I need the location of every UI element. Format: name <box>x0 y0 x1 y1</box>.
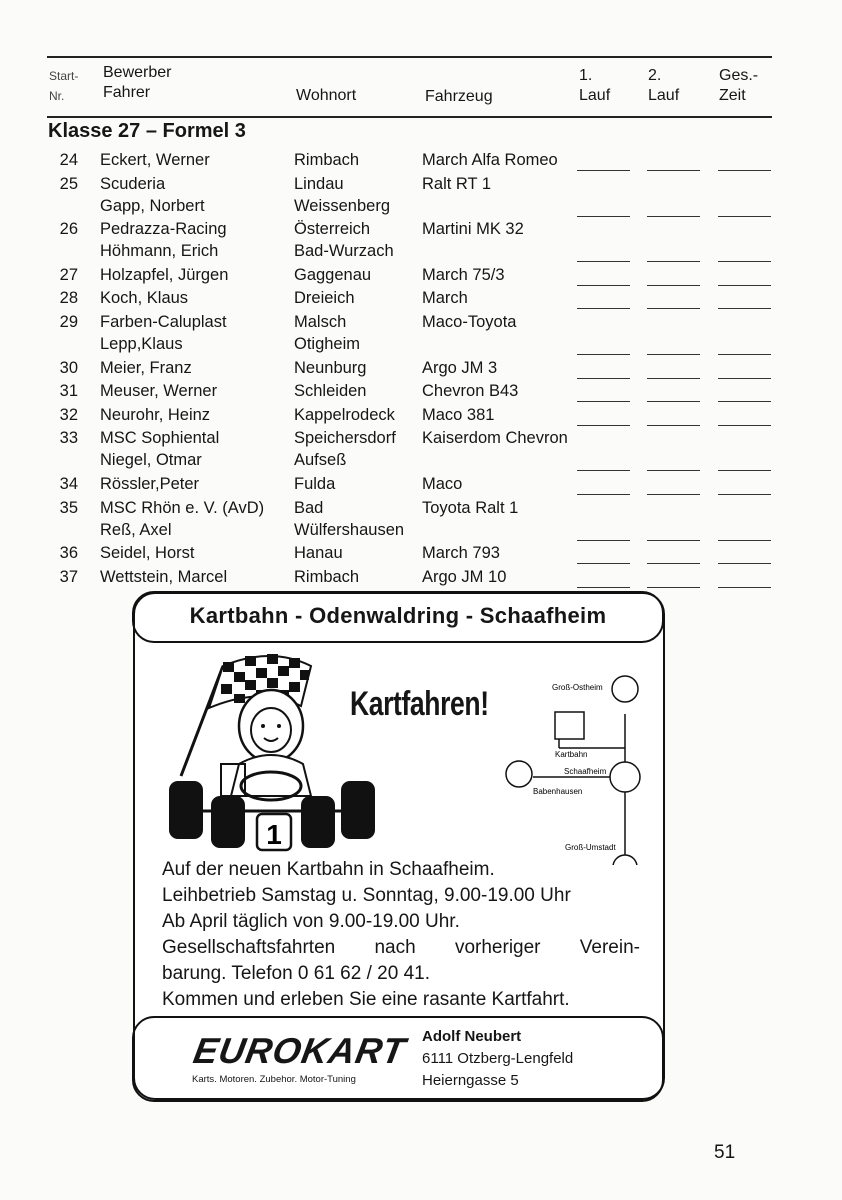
kart-driver-illustration <box>161 646 411 856</box>
lauf1-blank <box>577 261 630 262</box>
hometown: Wülfershausen <box>294 520 405 539</box>
header-gesamtzeit <box>719 66 758 106</box>
header-lauf2-num: 2. <box>648 67 662 84</box>
kartbahn-advertisement <box>133 592 665 1100</box>
ad-body-line: Kommen und erleben Sie eine rasante Kartfahrt. <box>162 989 570 1010</box>
total-time-blank <box>718 494 771 495</box>
lauf2-blank <box>647 401 700 402</box>
map-town-babenhausen <box>506 761 532 787</box>
hometown: Hanau <box>294 544 343 563</box>
eurokart-logo: EUROKART <box>190 1030 410 1071</box>
kart-number: 1 <box>266 819 282 850</box>
ad-body-line: Ab April täglich von 9.00-19.00 Uhr. <box>162 911 460 932</box>
entrant-name: Höhmann, Erich <box>100 242 219 261</box>
address-city: 6111 Otzberg-Lengfeld <box>422 1050 574 1067</box>
start-number: 28 <box>59 289 78 308</box>
start-number: 32 <box>59 405 78 424</box>
lauf1-blank <box>577 470 630 471</box>
vehicle: Martini MK 32 <box>422 220 524 239</box>
entrant-name: Farben-Caluplast <box>100 313 227 331</box>
start-number: 29 <box>59 313 78 331</box>
lauf2-blank <box>647 216 700 217</box>
vehicle: Maco <box>422 475 463 493</box>
lauf1-blank <box>577 285 630 286</box>
map-label-kartbahn: Kartbahn <box>555 750 588 759</box>
hometown: Weissenberg <box>294 196 390 215</box>
hometown: Gaggenau <box>294 265 372 284</box>
map-label-gross-ostheim: Groß-Ostheim <box>552 683 603 692</box>
vehicle: Argo JM 10 <box>422 567 507 586</box>
hometown: Bad <box>294 498 324 517</box>
hometown: Neunburg <box>294 358 367 377</box>
eurokart-tagline: Karts. Motoren. Zubehor. Motor-Tuning <box>192 1074 356 1085</box>
entrant-name: Niegel, Otmar <box>100 451 202 470</box>
start-number: 37 <box>59 567 78 586</box>
vehicle: March 75/3 <box>422 265 505 284</box>
table-row <box>0 150 842 172</box>
lauf1-blank <box>577 216 630 217</box>
total-time-blank <box>718 285 771 286</box>
lauf2-blank <box>647 540 700 541</box>
table-row <box>0 405 842 427</box>
vehicle: Maco-Toyota <box>422 313 517 331</box>
entrant-name: Pedrazza-Racing <box>100 220 227 239</box>
total-time-blank <box>718 378 771 379</box>
header-fahrzeug: Fahrzeug <box>425 88 493 105</box>
table-row <box>0 265 842 287</box>
entrant-name: Eckert, Werner <box>100 151 210 169</box>
lauf2-blank <box>647 170 700 171</box>
total-time-blank <box>718 216 771 217</box>
entrant-name: Lepp,Klaus <box>100 335 183 353</box>
header-start-line1: Start- <box>49 69 79 83</box>
hometown: Rimbach <box>294 151 360 169</box>
lauf1-blank <box>577 308 630 309</box>
map-label-schaafheim: Schaafheim <box>564 767 607 776</box>
vehicle: Argo JM 3 <box>422 358 498 377</box>
table-row <box>0 174 842 218</box>
location-map <box>497 660 662 865</box>
lauf2-blank <box>647 378 700 379</box>
lauf1-blank <box>577 425 630 426</box>
start-number: 26 <box>59 220 78 239</box>
class-heading: Klasse 27 – Formel 3 <box>48 120 246 142</box>
ad-slogan: Kartfahren! <box>350 685 489 723</box>
lauf1-blank <box>577 170 630 171</box>
vehicle: Chevron B43 <box>422 382 519 401</box>
lauf1-blank <box>577 494 630 495</box>
header-lauf1 <box>579 66 610 106</box>
header-lauf2 <box>648 66 679 106</box>
header-zeit: Zeit <box>719 87 746 104</box>
header-lauf1-num: 1. <box>579 67 593 84</box>
ad-body-line: Auf der neuen Kartbahn in Schaafheim. <box>162 859 495 880</box>
start-number: 35 <box>59 498 78 517</box>
entrant-name: MSC Sophiental <box>100 429 220 448</box>
start-number: 25 <box>59 174 78 193</box>
entrant-name: Meuser, Werner <box>100 382 218 401</box>
lauf2-blank <box>647 425 700 426</box>
entrant-name: Gapp, Norbert <box>100 196 205 215</box>
lauf2-blank <box>647 261 700 262</box>
total-time-blank <box>718 425 771 426</box>
table-row <box>0 498 842 542</box>
top-rule <box>47 56 772 58</box>
total-time-blank <box>718 563 771 564</box>
lauf2-blank <box>647 494 700 495</box>
lauf1-blank <box>577 563 630 564</box>
hometown: Aufseß <box>294 451 347 470</box>
total-time-blank <box>718 261 771 262</box>
address-street: Heierngasse 5 <box>422 1072 519 1089</box>
header-wohnort: Wohnort <box>296 87 357 104</box>
start-number: 27 <box>59 265 78 284</box>
map-kartbahn-marker <box>555 712 584 739</box>
start-number: 30 <box>59 358 78 377</box>
table-row <box>0 567 842 589</box>
entrant-name: MSC Rhön e. V. (AvD) <box>100 498 265 517</box>
header-fahrer: Fahrer <box>103 84 151 101</box>
total-time-blank <box>718 470 771 471</box>
total-time-blank <box>718 354 771 355</box>
header-bewerber: Bewerber <box>103 64 172 81</box>
lauf2-blank <box>647 587 700 588</box>
ad-body-line: Leihbetrieb Samstag u. Sonntag, 9.00-19.00 Uhr <box>162 885 571 906</box>
vehicle: Ralt RT 1 <box>422 174 492 193</box>
ad-footer <box>132 1016 664 1102</box>
table-row <box>0 358 842 380</box>
header-rule <box>47 116 772 118</box>
hometown: Bad-Wurzach <box>294 242 394 261</box>
entrant-name: Koch, Klaus <box>100 289 189 308</box>
header-bewerber-fahrer <box>103 63 171 103</box>
table-row <box>0 312 842 356</box>
hometown: Speichersdorf <box>294 429 396 448</box>
address-name: Adolf Neubert <box>422 1028 522 1045</box>
header-lauf2-label: Lauf <box>648 87 680 104</box>
lauf2-blank <box>647 308 700 309</box>
header-ges: Ges.- <box>719 67 759 84</box>
lauf2-blank <box>647 470 700 471</box>
total-time-blank <box>718 170 771 171</box>
hometown: Otigheim <box>294 335 361 353</box>
map-town-schaafheim <box>610 762 640 792</box>
map-label-gross-umstadt: Groß-Umstadt <box>565 843 616 852</box>
vehicle: March Alfa Romeo <box>422 151 558 169</box>
ad-title: Kartbahn - Odenwaldring - Schaafheim <box>132 591 664 643</box>
lauf2-blank <box>647 354 700 355</box>
entrant-name: Seidel, Horst <box>100 544 195 563</box>
table-row <box>0 381 842 403</box>
start-number: 24 <box>59 151 78 169</box>
lauf2-blank <box>647 563 700 564</box>
hometown: Fulda <box>294 475 336 493</box>
hometown: Dreieich <box>294 289 355 308</box>
start-number: 34 <box>59 475 78 493</box>
vehicle: Kaiserdom Chevron <box>422 429 568 448</box>
lauf2-blank <box>647 285 700 286</box>
lauf1-blank <box>577 540 630 541</box>
vehicle: Maco 381 <box>422 405 495 424</box>
page-number: 51 <box>714 1142 736 1163</box>
total-time-blank <box>718 401 771 402</box>
entrant-name: Wettstein, Marcel <box>100 567 228 586</box>
table-row <box>0 474 842 496</box>
ad-body-line: Gesellschaftsfahrten nach vorheriger Verein- <box>162 937 640 958</box>
map-town-gross-ostheim <box>612 676 638 702</box>
entrant-name: Rössler,Peter <box>100 475 200 493</box>
start-number: 36 <box>59 544 78 563</box>
ad-body-line: barung. Telefon 0 61 62 / 20 41. <box>162 963 430 984</box>
map-label-babenhausen: Babenhausen <box>533 787 583 796</box>
total-time-blank <box>718 308 771 309</box>
entrant-name: Reß, Axel <box>100 520 172 539</box>
total-time-blank <box>718 587 771 588</box>
vehicle: March 793 <box>422 544 500 563</box>
table-row <box>0 543 842 565</box>
hometown: Schleiden <box>294 382 367 401</box>
lauf1-blank <box>577 378 630 379</box>
header-lauf1-label: Lauf <box>579 87 611 104</box>
hometown: Österreich <box>294 220 371 239</box>
hometown: Malsch <box>294 313 347 331</box>
total-time-blank <box>718 540 771 541</box>
lauf1-blank <box>577 401 630 402</box>
hometown: Kappelrodeck <box>294 405 395 424</box>
table-row <box>0 288 842 310</box>
header-start-nr <box>49 66 78 106</box>
header-start-line2: Nr. <box>49 89 65 103</box>
start-number: 33 <box>59 429 78 448</box>
vehicle: March <box>422 289 468 308</box>
hometown: Rimbach <box>294 567 360 586</box>
entrant-name: Neurohr, Heinz <box>100 405 211 424</box>
hometown: Lindau <box>294 174 344 193</box>
entrant-name: Holzapfel, Jürgen <box>100 265 229 284</box>
lauf1-blank <box>577 354 630 355</box>
entrant-name: Scuderia <box>100 174 166 193</box>
start-number: 31 <box>59 382 78 401</box>
table-row <box>0 428 842 472</box>
entrant-name: Meier, Franz <box>100 358 192 377</box>
lauf1-blank <box>577 587 630 588</box>
vehicle: Toyota Ralt 1 <box>422 498 519 517</box>
table-row <box>0 219 842 263</box>
